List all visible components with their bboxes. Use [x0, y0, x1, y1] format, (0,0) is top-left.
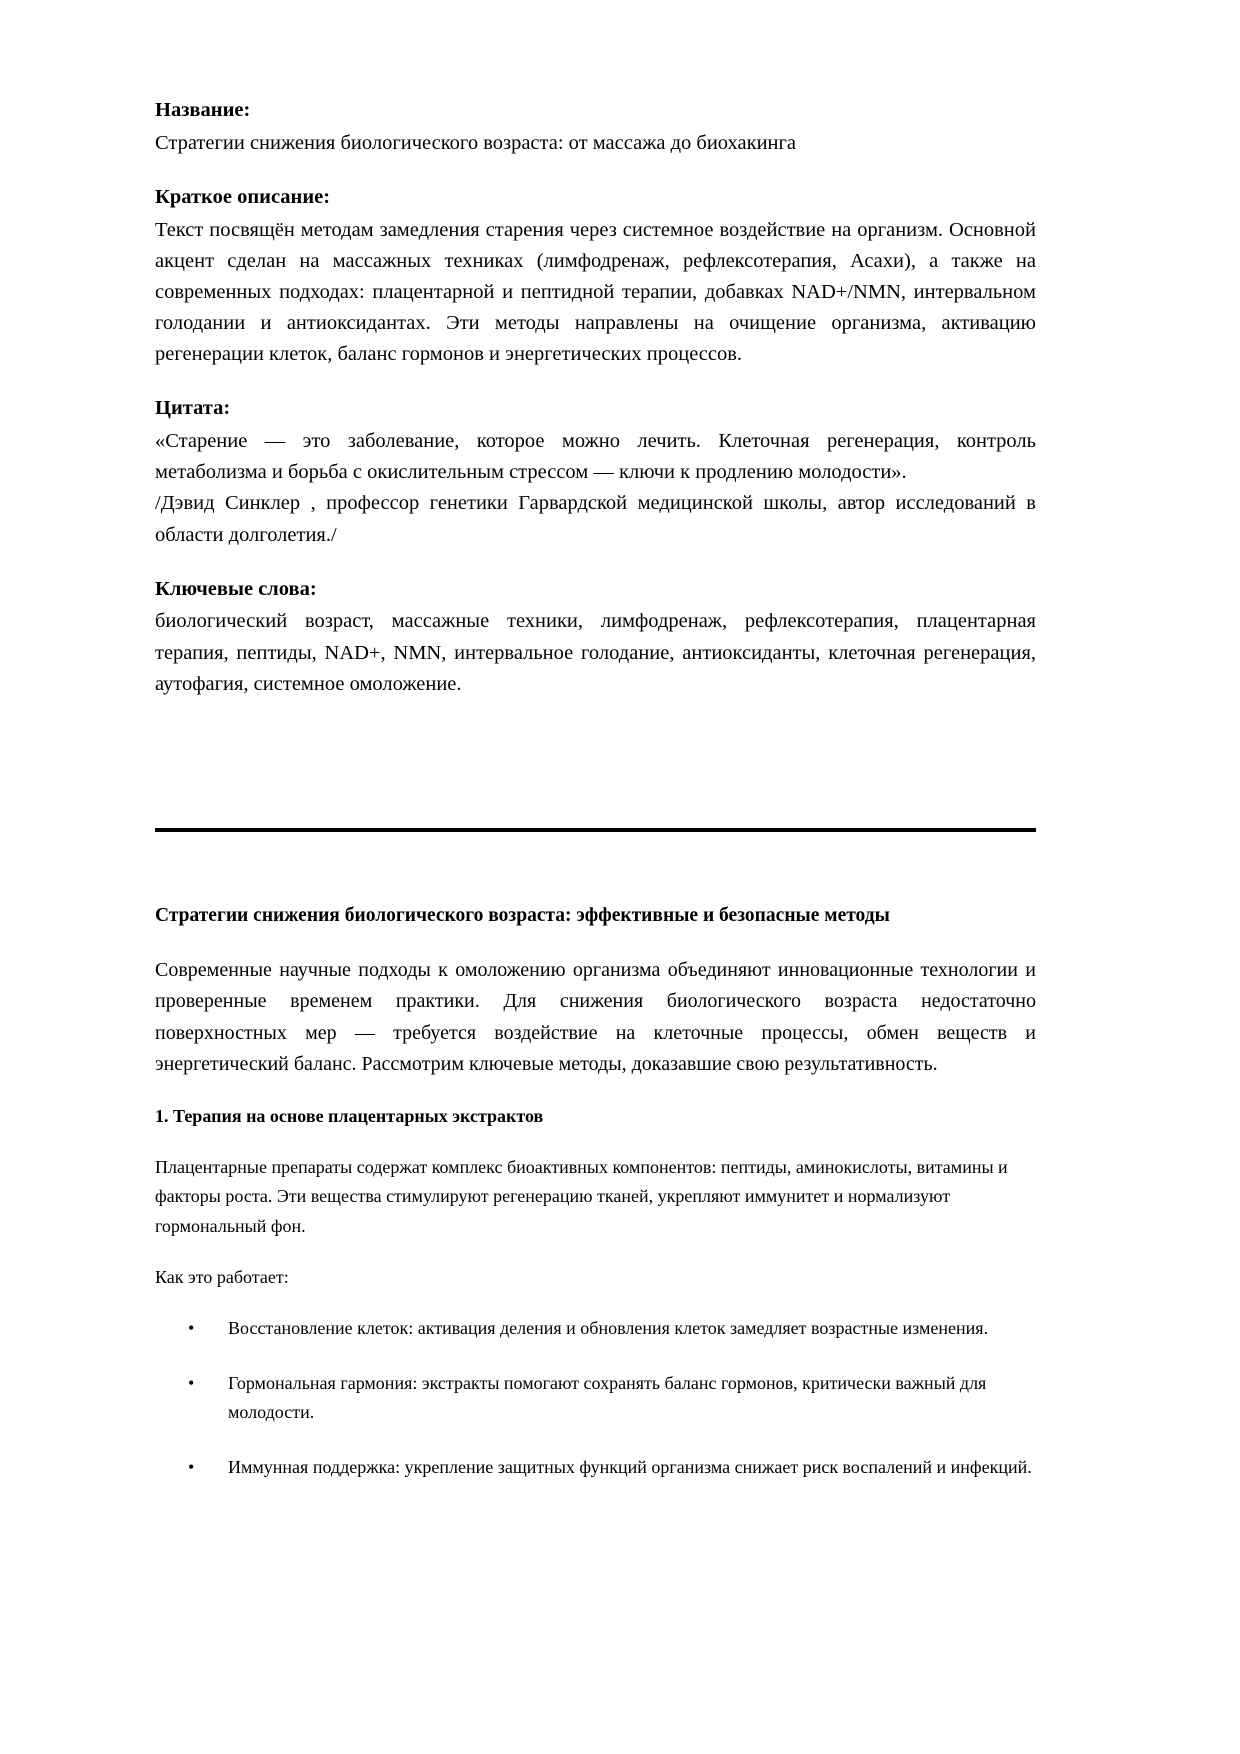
benefits-list — [155, 1314, 1036, 1483]
metadata-section — [155, 96, 1036, 700]
list-item — [155, 1314, 1036, 1343]
list-intro-text: Как это работает: — [155, 1266, 289, 1287]
description-group — [155, 183, 1036, 371]
article-intro-paragraph: Современные научные подходы к омоложению организма объединяют инновационные технологии и проверенные временем практики. Для снижения биологического возраста недостаточно поверхностных мер — требуется воздействие на клеточные процессы, обмен веществ и энергетический баланс. Рассмотрим ключевые методы, доказавшие свою результативность. — [155, 959, 1036, 1075]
quote-label: Цитата: — [155, 397, 231, 420]
description-value: Текст посвящён методам замедления старения через системное воздействие на организм. Основной акцент сделан на массажных техниках (лимфодренаж, рефлексотерапия, Асахи), а также на современных подходах: плацентарной и пептидной терапии, добавках NAD+/NMN, интервальном голодании и антиоксидантах. Эти методы направлены на очищение организма, активацию регенерации клеток, баланс гормонов и энергетических процессов. — [155, 218, 1036, 366]
article-subsection-heading: 1. Терапия на основе плацентарных экстрактов — [155, 1106, 544, 1127]
quote-value: «Старение — это заболевание, которое можно лечить. Клеточная регенерация, контроль метаболизма и борьба с окислительным стрессом — ключи к продлению молодости». — [155, 430, 1036, 484]
section-divider — [155, 828, 1036, 832]
title-value: Стратегии снижения биологического возраста: от массажа до биохакинга — [155, 131, 797, 154]
keywords-label: Ключевые слова: — [155, 577, 317, 600]
list-item-text: Восстановление клеток: активация деления и обновления клеток замедляет возрастные изменения. — [228, 1317, 989, 1338]
title-group — [155, 96, 1036, 159]
bullet-icon: • — [188, 1457, 195, 1478]
bullet-icon: • — [188, 1373, 195, 1394]
list-item — [155, 1369, 1036, 1427]
title-label: Название: — [155, 99, 251, 121]
article-section — [155, 902, 1036, 1508]
quote-group — [155, 394, 1036, 550]
list-item — [155, 1453, 1036, 1482]
article-subsection-paragraph: Плацентарные препараты содержат комплекс биоактивных компонентов: пептиды, аминокислоты, витамины и факторы роста. Эти вещества стимулируют регенерацию тканей, укрепляют иммунитет и нормализуют гормональный фон. — [155, 1157, 1008, 1236]
bullet-icon: • — [188, 1317, 195, 1338]
article-heading: Стратегии снижения биологического возраста: эффективные и безопасные методы — [155, 905, 890, 926]
description-label: Краткое описание: — [155, 185, 331, 208]
list-item-text: Иммунная поддержка: укрепление защитных функций организма снижает риск воспалений и инфекций. — [228, 1457, 1032, 1478]
keywords-group — [155, 575, 1036, 700]
quote-attribution: /Дэвид Синклер , профессор генетики Гарвардской медицинской школы, автор исследований в области долголетия./ — [155, 492, 1036, 546]
keywords-value: биологический возраст, массажные техники, лимфодренаж, рефлексотерапия, плацентарная терапия, пептиды, NAD+, NMN, интервальное голодание, антиоксиданты, клеточная регенерация, аутофагия, системное омоложение. — [155, 610, 1036, 695]
list-item-text: Гормональная гармония: экстракты помогают сохранять баланс гормонов, критически важный для молодости. — [228, 1373, 987, 1423]
